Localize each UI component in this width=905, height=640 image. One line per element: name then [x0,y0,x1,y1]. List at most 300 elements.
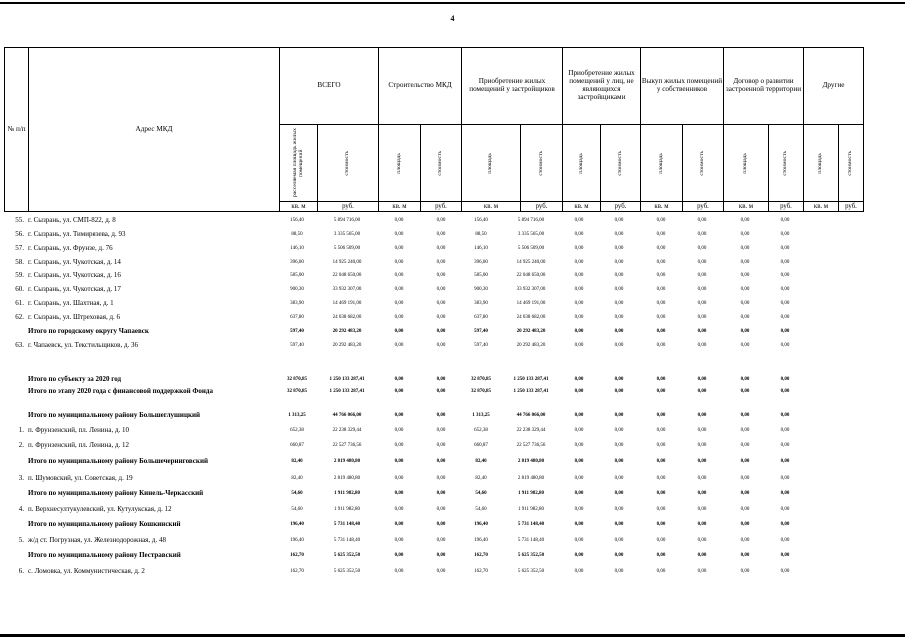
row-value: 162,70 [474,569,488,574]
row-value: 0,00 [780,260,790,265]
header-subcol-cell [838,124,864,202]
row-value: 0,00 [574,538,584,543]
table-row [0,230,905,242]
row-value: 0,00 [436,232,446,237]
row-address: Итого по муниципальному району Кошкинский [28,520,181,528]
header-group-cell: ВСЕГО [279,47,379,125]
row-number: 4. [18,505,24,513]
row-number: 55. [15,216,24,224]
table-row [0,299,905,311]
header-subcol-cell [562,124,601,202]
row-value: 0,00 [697,491,707,496]
header-unit-cell: руб. [520,201,563,212]
row-value: 5 894 716,00 [517,218,545,223]
row-value: 0,00 [740,443,750,448]
subcol-label: стоимость [782,150,789,176]
row-value: 0,00 [697,507,707,512]
row-value: 0,00 [740,491,750,496]
header-subcol-cell [640,124,683,202]
row-value: 3 335 565,00 [517,232,545,237]
row-value: 0,00 [780,329,790,334]
row-value: 0,00 [697,459,707,464]
row-address: г. Сызрань, ул. Шахтная, д. 1 [28,299,114,307]
row-value: 0,00 [740,569,750,574]
row-value: 0,00 [656,522,666,527]
row-value: 1 313,25 [472,413,490,418]
row-value: 652,38 [290,428,304,433]
row-value: 82,40 [475,459,487,464]
row-value: 14 469 191,00 [516,301,546,306]
row-value: 0,00 [740,218,750,223]
row-value: 0,00 [614,459,624,464]
row-value: 1 250 133 287,41 [513,377,549,382]
row-value: 0,00 [697,522,707,527]
header-group-cell: Приобретение жилых помещений у лиц, не являющихся застройщиками [562,47,641,125]
row-value: 0,00 [436,522,446,527]
row-value: 0,00 [740,287,750,292]
row-address: г. Сызрань, ул. Чукотская, д. 17 [28,285,121,293]
row-address: Итого по муниципальному району Большечерниговский [28,457,209,465]
row-value: 0,00 [740,377,750,382]
row-value: 585,00 [474,273,488,278]
row-value: 0,00 [740,413,750,418]
row-value: 0,00 [656,459,666,464]
row-value: 32 870,85 [287,389,307,394]
row-number: 3. [18,474,24,482]
row-address: Итого по муниципальному району Пестравский [28,551,181,559]
row-value: 0,00 [394,428,404,433]
row-address: п. Шумовский, ул. Советская, д. 19 [28,474,133,482]
row-value: 88,50 [291,232,303,237]
header-unit-cell: руб. [768,201,804,212]
row-value: 1 911 982,80 [518,491,544,496]
row-value: 0,00 [394,538,404,543]
row-value: 0,00 [656,443,666,448]
row-value: 652,38 [474,428,488,433]
row-value: 0,00 [656,273,666,278]
row-value: 162,70 [290,569,304,574]
row-value: 0,00 [780,459,790,464]
row-value: 0,00 [697,413,707,418]
row-value: 5 731 148,40 [517,538,545,543]
row-number: 59. [15,271,24,279]
row-value: 0,00 [574,491,584,496]
row-value: 0,00 [436,315,446,320]
row-value: 0,00 [574,260,584,265]
row-value: 0,00 [574,287,584,292]
table-total-row [0,411,905,423]
row-value: 0,00 [697,287,707,292]
row-value: 0,00 [780,428,790,433]
subcol-label: площадь [742,152,749,174]
row-value: 0,00 [436,507,446,512]
row-value: 22 048 650,00 [332,273,362,278]
row-value: 383,90 [290,301,304,306]
row-value: 24 038 682,00 [332,315,362,320]
table-row [0,505,905,517]
row-value: 0,00 [656,315,666,320]
row-value: 0,00 [574,329,584,334]
row-value: 0,00 [780,218,790,223]
row-value: 0,00 [436,287,446,292]
row-value: 0,00 [614,507,624,512]
row-value: 2 819 480,80 [517,476,545,481]
row-value: 0,00 [574,232,584,237]
row-value: 5 731 148,40 [333,538,361,543]
row-value: 1 250 133 287,41 [329,389,365,394]
row-value: 0,00 [614,329,624,334]
row-value: 660,87 [290,443,304,448]
row-number: 63. [15,341,24,349]
row-value: 0,00 [740,301,750,306]
row-value: 5 731 148,40 [333,522,361,527]
row-address: г. Сызрань, ул. Чукотская, д. 16 [28,271,121,279]
row-value: 0,00 [697,218,707,223]
row-number: 62. [15,313,24,321]
subcol-label: площадь [657,152,664,174]
table-total-row [0,520,905,532]
subcol-label: стоимость [437,150,444,176]
row-value: 0,00 [436,301,446,306]
row-value: 900,30 [474,287,488,292]
row-value: 0,00 [740,428,750,433]
subcol-label: площадь [577,152,584,174]
row-value: 82,40 [291,476,303,481]
row-value: 22 527 736,56 [332,443,362,448]
row-address: г. Сызрань, ул. Фрунзе, д. 76 [28,244,113,252]
subcol-label: площадь [487,152,494,174]
header-group-cell: Строительство МКД [378,47,462,125]
row-value: 1 250 133 287,41 [329,377,365,382]
header-group-cell: Договор о развитии застроенной территории [723,47,804,125]
table-total-row [0,457,905,469]
row-value: 0,00 [394,329,404,334]
row-value: 0,00 [740,343,750,348]
row-value: 0,00 [780,343,790,348]
row-value: 0,00 [697,301,707,306]
row-value: 597,40 [290,343,304,348]
row-value: 0,00 [780,522,790,527]
row-value: 0,00 [574,343,584,348]
row-value: 0,00 [436,413,446,418]
row-value: 0,00 [656,246,666,251]
row-value: 0,00 [656,507,666,512]
row-value: 5 731 148,40 [517,522,545,527]
row-value: 196,40 [290,538,304,543]
row-value: 22 238 329,44 [332,428,362,433]
row-value: 196,40 [474,538,488,543]
row-value: 0,00 [656,569,666,574]
row-value: 0,00 [394,301,404,306]
bottom-rule [0,634,905,637]
row-value: 0,00 [740,232,750,237]
row-value: 0,00 [740,315,750,320]
row-value: 0,00 [697,232,707,237]
row-address: г. Чапаевск, ул. Текстильщиков, д. 36 [28,341,139,349]
row-value: 0,00 [697,553,707,558]
row-value: 0,00 [574,246,584,251]
row-value: 0,00 [614,315,624,320]
row-value: 637,80 [290,315,304,320]
row-value: 0,00 [394,476,404,481]
row-address: п. Верхнесултукулевский, ул. Кутулукская, д. 12 [28,505,172,513]
row-value: 0,00 [574,315,584,320]
row-value: 0,00 [780,553,790,558]
header-unit-cell: руб. [317,201,379,212]
table-row [0,313,905,325]
row-value: 88,50 [475,232,487,237]
table-row [0,441,905,453]
row-value: 24 038 682,00 [516,315,546,320]
row-value: 0,00 [574,413,584,418]
row-value: 0,00 [614,273,624,278]
row-value: 0,00 [697,538,707,543]
row-value: 0,00 [394,491,404,496]
row-value: 146,10 [290,246,304,251]
table-row [0,474,905,486]
header-unit-cell: кв. м [562,201,601,212]
row-value: 0,00 [436,329,446,334]
row-number: 5. [18,536,24,544]
row-value: 0,00 [697,329,707,334]
row-value: 1 250 133 287,41 [513,389,549,394]
row-number: 60. [15,285,24,293]
row-value: 2 819 480,80 [517,459,545,464]
header-unit-cell: кв. м [461,201,521,212]
row-value: 54,60 [475,507,487,512]
row-value: 22 048 650,00 [516,273,546,278]
row-value: 0,00 [697,476,707,481]
row-value: 20 292 483,20 [516,329,546,334]
row-number: 1. [18,426,24,434]
row-value: 32 870,85 [287,377,307,382]
row-value: 0,00 [436,260,446,265]
row-value: 0,00 [394,232,404,237]
row-value: 0,00 [574,428,584,433]
row-value: 0,00 [740,459,750,464]
row-value: 0,00 [574,443,584,448]
row-value: 2 819 480,80 [333,476,361,481]
row-value: 32 870,85 [471,377,491,382]
header-subcol-cell [768,124,804,202]
row-value: 0,00 [656,343,666,348]
row-value: 0,00 [697,273,707,278]
row-value: 0,00 [697,315,707,320]
row-value: 0,00 [614,389,624,394]
table-row [0,341,905,353]
row-value: 0,00 [574,459,584,464]
row-value: 0,00 [614,428,624,433]
row-value: 0,00 [614,553,624,558]
row-value: 5 625 352,50 [333,553,361,558]
row-value: 0,00 [394,522,404,527]
table-row [0,567,905,579]
row-value: 0,00 [656,538,666,543]
row-value: 0,00 [780,287,790,292]
row-value: 20 292 483,20 [332,343,362,348]
row-value: 0,00 [656,553,666,558]
header-unit-cell: руб. [682,201,724,212]
row-value: 0,00 [656,389,666,394]
row-value: 162,70 [474,553,488,558]
row-value: 0,00 [394,315,404,320]
row-value: 3 335 565,00 [333,232,361,237]
row-value: 5 894 716,00 [333,218,361,223]
table-row [0,216,905,228]
row-value: 1 313,25 [288,413,306,418]
row-value: 54,60 [475,491,487,496]
row-value: 14 469 191,00 [332,301,362,306]
row-value: 0,00 [656,260,666,265]
row-value: 0,00 [614,218,624,223]
row-value: 0,00 [656,287,666,292]
row-value: 0,00 [656,329,666,334]
row-value: 0,00 [780,538,790,543]
subcol-label: площадь [817,152,824,174]
row-value: 196,40 [474,522,488,527]
row-value: 0,00 [697,428,707,433]
header-subcol-cell [803,124,839,202]
row-value: 5 506 509,00 [333,246,361,251]
row-value: 5 506 509,00 [517,246,545,251]
subcol-label: стоимость [344,150,351,176]
row-value: 597,40 [474,329,488,334]
table-row [0,426,905,438]
row-value: 0,00 [574,553,584,558]
row-value: 0,00 [697,389,707,394]
header-unit-cell: кв. м [279,201,318,212]
header-num-cell: № п/п [4,47,29,212]
row-address: Итого по муниципальному району Большеглушицкий [28,411,201,419]
header-unit-cell: кв. м [378,201,421,212]
row-value: 20 292 483,20 [332,329,362,334]
row-value: 0,00 [436,569,446,574]
row-address: ж/д ст. Погрузная, ул. Железнодорожная, д. 48 [28,536,166,544]
row-value: 0,00 [574,377,584,382]
row-value: 0,00 [614,413,624,418]
subcol-label: расселяемая площадь жилых помещений [291,128,304,198]
row-value: 0,00 [394,273,404,278]
row-value: 32 870,85 [471,389,491,394]
row-value: 162,70 [290,553,304,558]
row-value: 0,00 [740,273,750,278]
table-row [0,285,905,297]
row-value: 0,00 [394,413,404,418]
row-value: 0,00 [436,538,446,543]
row-value: 0,00 [614,569,624,574]
row-value: 14 925 240,00 [516,260,546,265]
row-value: 0,00 [614,522,624,527]
table-row [0,536,905,548]
header-address-cell: Адрес МКД [28,47,280,212]
row-value: 0,00 [436,343,446,348]
row-value: 0,00 [436,218,446,223]
row-value: 0,00 [656,476,666,481]
header-subcol-cell [378,124,421,202]
row-value: 0,00 [574,522,584,527]
table-total-row [0,375,905,387]
row-value: 146,10 [474,246,488,251]
row-value: 0,00 [780,377,790,382]
row-value: 156,40 [474,218,488,223]
row-value: 2 819 480,80 [333,459,361,464]
row-value: 0,00 [574,389,584,394]
row-value: 0,00 [740,507,750,512]
header-unit-cell: руб. [600,201,641,212]
row-value: 0,00 [574,218,584,223]
row-number: 2. [18,441,24,449]
row-value: 0,00 [780,246,790,251]
row-address: п. Фрунзенский, пл. Ленина, д. 12 [28,441,130,449]
row-value: 1 911 982,80 [517,507,545,512]
row-value: 44 766 066,00 [332,413,362,418]
header-subcol-cell [682,124,724,202]
row-value: 0,00 [436,377,446,382]
row-number: 61. [15,299,24,307]
row-address: г. Сызрань, ул. Чукотская, д. 14 [28,258,121,266]
row-value: 0,00 [614,538,624,543]
row-value: 0,00 [740,553,750,558]
row-value: 0,00 [740,389,750,394]
row-value: 0,00 [740,260,750,265]
header-subcol-cell [420,124,462,202]
row-value: 0,00 [740,522,750,527]
row-value: 0,00 [780,476,790,481]
row-value: 22 238 329,44 [516,428,546,433]
row-value: 0,00 [614,491,624,496]
row-value: 0,00 [614,301,624,306]
row-value: 0,00 [574,476,584,481]
row-address: Итого по муниципальному району Кинель-Черкасский [28,489,204,497]
row-value: 0,00 [614,287,624,292]
row-value: 0,00 [574,301,584,306]
row-address: г. Сызрань, ул. СМП-822, д. 8 [28,216,116,224]
row-value: 0,00 [394,553,404,558]
row-value: 0,00 [697,443,707,448]
row-value: 0,00 [697,246,707,251]
row-value: 33 932 307,00 [332,287,362,292]
table-row [0,271,905,283]
row-value: 0,00 [740,246,750,251]
row-value: 0,00 [740,538,750,543]
row-number: 57. [15,244,24,252]
row-value: 0,00 [614,377,624,382]
row-address: п. Фрунзенский, пл. Ленина, д. 10 [28,426,130,434]
row-value: 0,00 [394,246,404,251]
header-unit-cell: кв. м [723,201,769,212]
row-value: 0,00 [436,246,446,251]
row-value: 637,80 [474,315,488,320]
row-value: 0,00 [394,459,404,464]
row-value: 0,00 [436,389,446,394]
row-value: 0,00 [697,343,707,348]
page-number: 4 [450,14,455,23]
table-total-row [0,489,905,501]
table-row [0,244,905,256]
subcol-label: стоимость [847,150,854,176]
row-value: 0,00 [780,273,790,278]
row-address: с. Ломовка, ул. Коммунистическая, д. 2 [28,567,145,575]
row-value: 0,00 [656,491,666,496]
header-group-cell: Другие [803,47,864,125]
header-subcol-cell [600,124,641,202]
row-value: 0,00 [697,569,707,574]
row-value: 54,60 [291,491,303,496]
row-value: 0,00 [574,507,584,512]
row-value: 396,00 [474,260,488,265]
row-value: 0,00 [394,218,404,223]
row-value: 0,00 [574,569,584,574]
